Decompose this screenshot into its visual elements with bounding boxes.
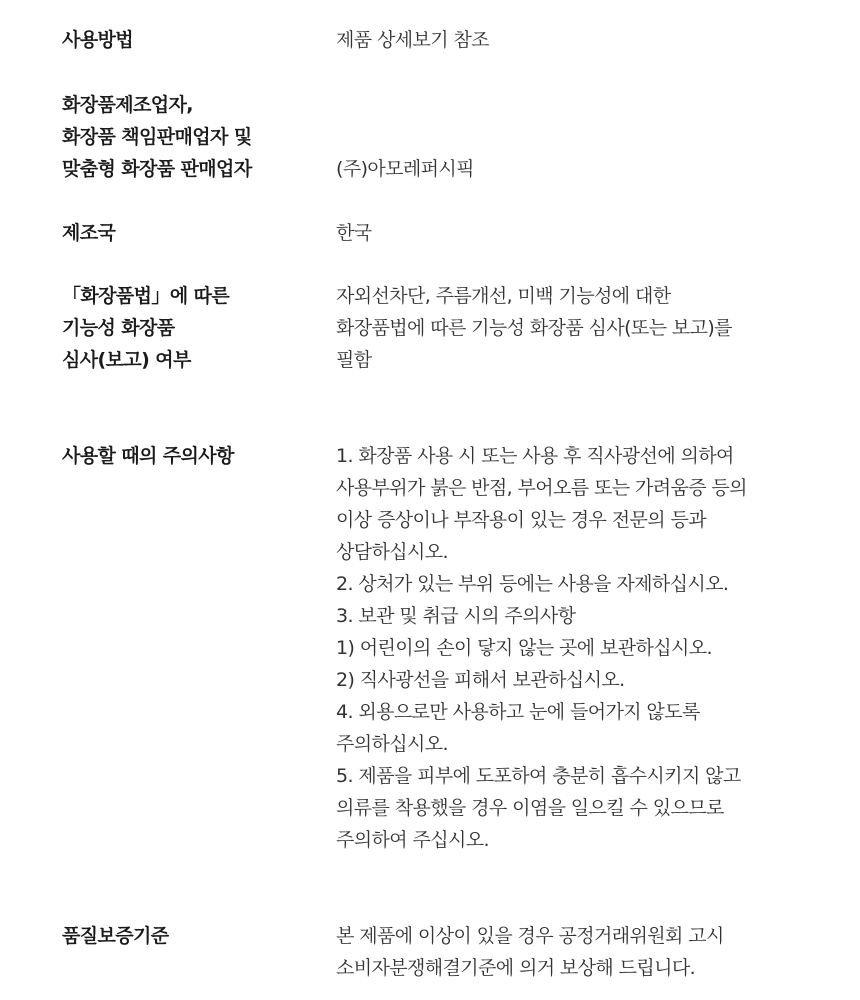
value-quality: 본 제품에 이상이 있을 경우 공정거래위원회 고시 소비자분쟁해결기준에 의거 보상해 드립니다. [336, 925, 724, 979]
label-manufacturer: 화장품제조업자, 화장품 책임판매업자 및 맞춤형 화장품 판매업자 [62, 94, 252, 180]
value-usage: 제품 상세보기 참조 [336, 29, 489, 51]
label-country: 제조국 [62, 222, 116, 244]
value-manufacturer: (주)아모레퍼시픽 [336, 158, 474, 180]
label-functional: 「화장품법」에 따른 기능성 화장품 심사(보고) 여부 [62, 285, 230, 371]
value-country: 한국 [336, 222, 372, 244]
label-precautions: 사용할 때의 주의사항 [62, 445, 234, 467]
value-functional: 자외선차단, 주름개선, 미백 기능성에 대한 화장품법에 따른 기능성 화장품 심사(또는 보고)를 필함 [336, 285, 732, 371]
label-usage: 사용방법 [62, 29, 134, 51]
label-quality: 품질보증기준 [62, 925, 169, 947]
value-precautions: 1. 화장품 사용 시 또는 사용 후 직사광선에 의하여 사용부위가 붉은 반점, 부어오름 또는 가려움증 등의 이상 증상이나 부작용이 있는 경우 전문의 등과 상담하십시오. 2. 상처가 있는 부위 등에는 사용을 자제하십시오. 3. 보관 및 취급 시의 주의사항 1) 어린이의 손이 닿지 않는 곳에 보관하십시오. 2) 직사광선을 피해서 보관하십시오. 4. 외용으로만 사용하고 눈에 들어가지 않도록 주의하십시오. 5. 제품을 피부에 도포하여 충분히 흡수시키지 않고 의류를 착용했을 경우 이염을 일으킬 수 있으므로 주의하여 주십시오. [336, 445, 747, 851]
